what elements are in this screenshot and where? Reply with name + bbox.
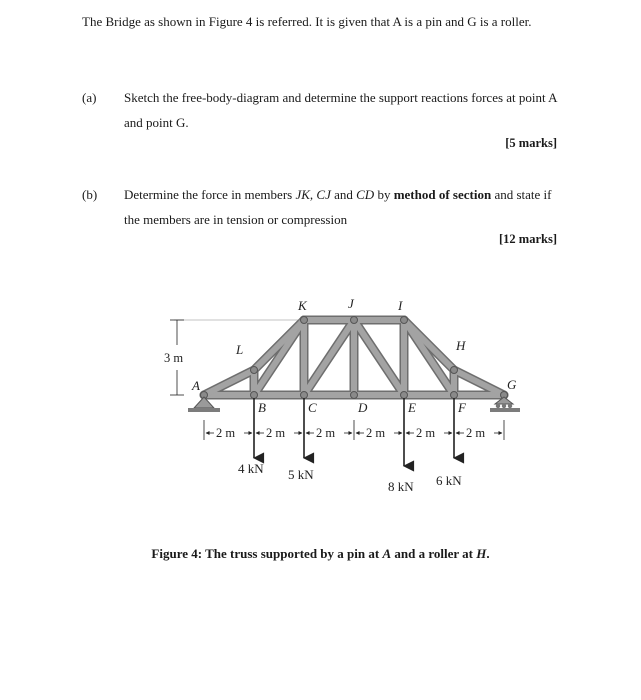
- truss-figure: [0, 290, 641, 505]
- node-label-J: J: [348, 296, 354, 311]
- part-b-text: [124, 183, 564, 232]
- node-label-I: I: [398, 298, 403, 313]
- caption-h: H: [476, 546, 487, 561]
- node-label-H: H: [456, 338, 466, 353]
- part-b-method: method of section: [393, 187, 492, 202]
- intro-paragraph: [82, 10, 567, 35]
- part-b-text-2: and: [330, 187, 357, 202]
- part-b-text-3: by: [374, 187, 394, 202]
- spacing-label-BC: 2 m: [266, 426, 286, 440]
- part-a-marks: [5 marks]: [505, 136, 557, 150]
- intro-text: The Bridge as shown in Figure 4 is referred. It is given that A is a pin and G is a roller.: [82, 14, 532, 29]
- part-b-member-cd: CD: [356, 187, 375, 202]
- part-b-label: (b): [82, 187, 98, 202]
- caption-prefix: Figure 4: The truss supported by a pin at: [151, 546, 383, 561]
- figure-caption: [0, 546, 641, 562]
- part-b-members: JK, CJ: [295, 187, 331, 202]
- spacing-dimensions: [204, 420, 504, 440]
- node-label-A: A: [192, 378, 200, 393]
- node-label-L: L: [236, 342, 244, 357]
- spacing-label-DE: 2 m: [366, 426, 386, 440]
- load-label-4kN: 4 kN: [238, 461, 264, 476]
- part-a-text: Sketch the free-body-diagram and determine the support reactions forces at point A and point G.: [124, 90, 557, 130]
- spacing-label-CD: 2 m: [316, 426, 336, 440]
- caption-middle: and a roller at: [391, 546, 477, 561]
- load-label-5kN: 5 kN: [288, 467, 314, 482]
- part-b-marks: [12 marks]: [499, 232, 557, 246]
- height-label: 3 m: [164, 351, 184, 365]
- node-label-F: F: [458, 400, 466, 415]
- caption-a: A: [382, 546, 392, 561]
- node-label-C: C: [308, 400, 317, 415]
- node-label-G: G: [507, 377, 517, 392]
- spacing-label-EF: 2 m: [416, 426, 436, 440]
- node-label-D: D: [358, 400, 368, 415]
- node-label-B: B: [258, 400, 266, 415]
- load-label-8kN: 8 kN: [388, 479, 414, 494]
- node-label-E: E: [408, 400, 416, 415]
- part-b-text-1: Determine the force in members: [124, 187, 296, 202]
- spacing-label-FG: 2 m: [466, 426, 486, 440]
- caption-end: .: [486, 546, 490, 561]
- part-a-label: (a): [82, 90, 97, 105]
- part-b-text-4: and state if the members are in tension or compression: [124, 187, 552, 227]
- truss-members: [204, 320, 504, 395]
- node-label-K: K: [298, 298, 307, 313]
- applied-loads: [238, 398, 462, 494]
- truss-diagram: [0, 290, 641, 500]
- spacing-label-AB: 2 m: [216, 426, 236, 440]
- load-label-6kN: 6 kN: [436, 473, 462, 488]
